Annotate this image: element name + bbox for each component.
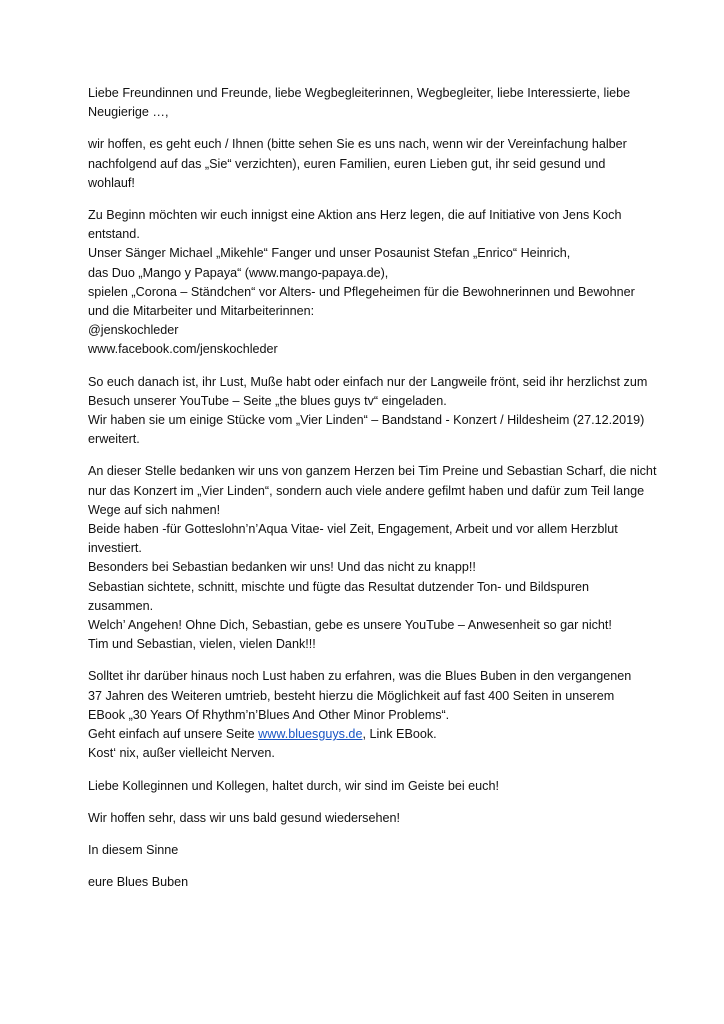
text-line: zusammen.	[88, 598, 154, 613]
social-handle: @jenskochleder	[88, 323, 179, 338]
text-line: So euch danach ist, ihr Lust, Muße habt oder einfach nur der Langweile frönt, seid ihr herzlichst zum	[88, 374, 648, 389]
text-line: 37 Jahren des Weiteren umtrieb, besteht hierzu die Möglichkeit auf fast 400 Seiten in unserem	[88, 688, 615, 703]
text-line: An dieser Stelle bedanken wir uns von ganzem Herzen bei Tim Preine und Sebastian Scharf, die nicht	[88, 464, 657, 479]
text-line: Zu Beginn möchten wir euch innigst eine Aktion ans Herz legen, die auf Initiative von Jens Koch	[88, 208, 622, 223]
colleagues-paragraph	[88, 777, 648, 796]
text-line: Liebe Freundinnen und Freunde, liebe Wegbegleiterinnen, Wegbegleiter, liebe Interessierte, liebe	[88, 86, 631, 100]
text-line: nachfolgend auf das „Sie“ verzichten), euren Familien, euren Lieben gut, ihr seid gesund und	[88, 156, 606, 171]
text-line: wir hoffen, es geht euch / Ihnen (bitte sehen Sie es uns nach, wenn wir der Vereinfachung halber	[88, 137, 627, 152]
website-line	[88, 725, 648, 744]
text-line: spielen „Corona – Ständchen“ vor Alters- und Pflegeheimen für die Bewohnerinnen und Bewohner	[88, 284, 635, 299]
corona-action-paragraph	[88, 206, 648, 360]
signature	[88, 873, 648, 892]
youtube-paragraph	[88, 373, 648, 450]
text-line: Unser Sänger Michael „Mikehle“ Fanger und unser Posaunist Stefan „Enrico“ Heinrich,	[88, 246, 571, 261]
text-line: EBook „30 Years Of Rhythm’n’Blues And Other Minor Problems“.	[88, 707, 450, 722]
text-line: Welch’ Angehen! Ohne Dich, Sebastian, gebe es unsere YouTube – Anwesenheit so gar nicht!	[88, 618, 612, 633]
text-line: Kost‘ nix, außer vielleicht Nerven.	[88, 746, 275, 761]
text-line: erweitert.	[88, 432, 140, 447]
text-line: Wir haben sie um einige Stücke vom „Vier Linden“ – Bandstand - Konzert / Hildesheim (27.12.2019)	[88, 413, 645, 428]
text-line: Solltet ihr darüber hinaus noch Lust haben zu erfahren, was die Blues Buben in den vergangenen	[88, 669, 632, 684]
text-line: das Duo „Mango y Papaya“ (www.mango-papaya.de),	[88, 265, 389, 280]
text-line: wohlauf!	[88, 175, 135, 190]
text-line: und die Mitarbeiter und Mitarbeiterinnen:	[88, 304, 315, 319]
text-line: In diesem Sinne	[88, 842, 179, 857]
text-line: Wege auf sich nahmen!	[88, 502, 221, 517]
letter-body	[88, 84, 657, 905]
greeting-paragraph	[88, 84, 648, 122]
thanks-paragraph	[88, 462, 657, 654]
text-line: Beide haben -für Gotteslohn’n’Aqua Vitae- viel Zeit, Engagement, Arbeit und vor allem Herzblut	[88, 522, 618, 537]
text-line: Tim und Sebastian, vielen, vielen Dank!!!	[88, 637, 316, 652]
text-line: Neugierige …,	[88, 105, 169, 120]
text-line: Sebastian sichtete, schnitt, mischte und fügte das Resultat dutzender Ton- und Bildspuren	[88, 579, 590, 594]
text-line: Besonders bei Sebastian bedanken wir uns! Und das nicht zu knapp!!	[88, 560, 476, 575]
text-line: investiert.	[88, 541, 142, 556]
text-line: entstand.	[88, 227, 140, 242]
text-line: Besuch unserer YouTube – Seite „the blues guys tv“ eingeladen.	[88, 393, 447, 408]
website-line-prefix: Geht einfach auf unsere Seite	[88, 727, 259, 742]
text-line: Liebe Kolleginnen und Kollegen, haltet durch, wir sind im Geiste bei euch!	[88, 778, 499, 793]
reunion-paragraph	[88, 809, 648, 828]
ebook-paragraph	[88, 667, 648, 763]
closing-phrase	[88, 841, 648, 860]
text-line: eure Blues Buben	[88, 875, 189, 890]
text-line: nur das Konzert im „Vier Linden“, sondern auch viele andere gefilmt haben und dafür zum Teil lange	[88, 483, 645, 498]
text-line: Wir hoffen sehr, dass wir uns bald gesund wiedersehen!	[88, 810, 400, 825]
wellbeing-paragraph	[88, 135, 648, 193]
website-line-suffix: , Link EBook.	[362, 727, 437, 742]
facebook-address: www.facebook.com/jenskochleder	[88, 342, 278, 357]
bluesguys-website-link[interactable]: www.bluesguys.de	[258, 727, 363, 742]
